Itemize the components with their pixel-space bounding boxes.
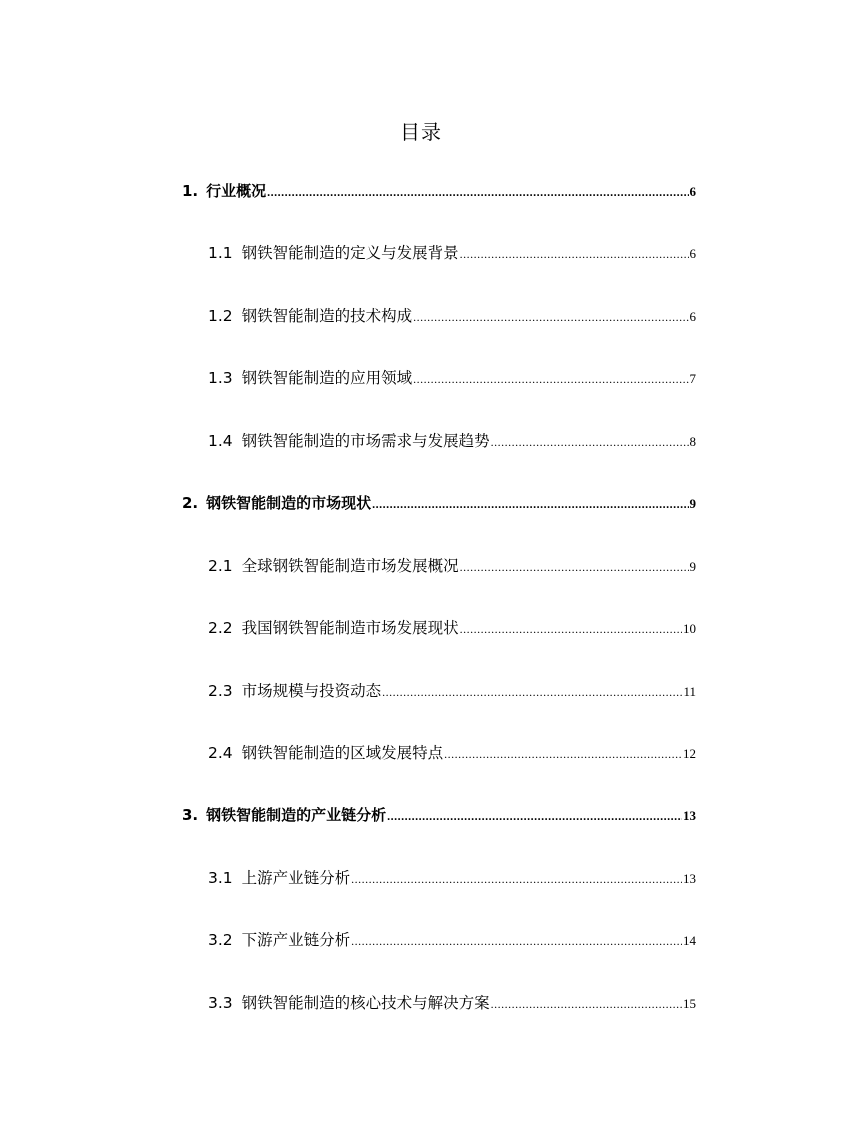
toc-entry-title: 我国钢铁智能制造市场发展现状 xyxy=(241,619,459,637)
toc-entry-number: 2.3 xyxy=(208,682,233,700)
toc-entry[interactable] xyxy=(208,429,696,453)
toc-entry-number: 2.2 xyxy=(208,619,233,637)
toc-entry-title: 钢铁智能制造的市场现状 xyxy=(206,494,372,512)
toc-entry-title: 钢铁智能制造的技术构成 xyxy=(241,307,413,325)
toc-entry-page: 14 xyxy=(683,933,696,948)
toc-dot-leader xyxy=(491,430,689,454)
toc-entry-page: 10 xyxy=(683,621,696,636)
toc-dot-leader xyxy=(387,804,682,828)
toc-entry-title: 上游产业链分析 xyxy=(241,869,351,887)
toc-entry-title: 钢铁智能制造的产业链分析 xyxy=(206,806,387,824)
toc-entry-title: 行业概况 xyxy=(206,182,267,200)
toc-entry-title: 下游产业链分析 xyxy=(241,931,351,949)
toc-entry-title: 钢铁智能制造的定义与发展背景 xyxy=(241,244,459,262)
toc-dot-leader xyxy=(351,929,682,953)
toc-entry-page: 6 xyxy=(689,309,696,324)
toc-dot-leader xyxy=(460,242,689,266)
toc-entry-title: 市场规模与投资动态 xyxy=(241,682,382,700)
toc-entry-page: 9 xyxy=(689,496,696,511)
toc-dot-leader xyxy=(444,742,682,766)
toc-entry-page: 13 xyxy=(683,808,696,823)
toc-entry-number: 3. xyxy=(182,806,199,824)
toc-entry-number: 3.3 xyxy=(208,994,233,1012)
toc-entry-title: 钢铁智能制造的应用领域 xyxy=(241,369,413,387)
toc-entry[interactable] xyxy=(208,616,696,640)
toc-entry[interactable] xyxy=(208,366,696,390)
toc-entry[interactable] xyxy=(208,679,696,703)
toc-entry-number: 1. xyxy=(182,182,199,200)
toc-entry-page: 8 xyxy=(689,434,696,449)
toc-entry-page: 15 xyxy=(683,996,696,1011)
toc-entry[interactable] xyxy=(208,928,696,952)
toc-entry-number: 3.1 xyxy=(208,869,233,887)
toc-dot-leader xyxy=(491,992,682,1016)
toc-entry-title: 钢铁智能制造的区域发展特点 xyxy=(241,744,444,762)
toc-entry-title: 全球钢铁智能制造市场发展概况 xyxy=(241,557,459,575)
toc-entry-number: 2. xyxy=(182,494,199,512)
toc-dot-leader xyxy=(351,867,682,891)
toc-entry-number: 2.1 xyxy=(208,557,233,575)
toc-entry-page: 11 xyxy=(683,684,696,699)
toc-dot-leader xyxy=(382,680,682,704)
toc-entry-number: 1.3 xyxy=(208,369,233,387)
toc-entry[interactable] xyxy=(208,241,696,265)
toc-entry-number: 1.1 xyxy=(208,244,233,262)
toc-entry-page: 12 xyxy=(683,746,696,761)
toc-entry-page: 13 xyxy=(683,871,696,886)
toc-dot-leader xyxy=(460,555,689,579)
toc-entry[interactable] xyxy=(182,803,696,827)
toc-dot-leader xyxy=(460,617,682,641)
toc-entry[interactable] xyxy=(182,491,696,515)
toc-entry-title: 钢铁智能制造的市场需求与发展趋势 xyxy=(241,432,490,450)
page-title: 目录 xyxy=(400,120,442,144)
toc-dot-leader xyxy=(413,305,688,329)
toc-entry[interactable] xyxy=(208,304,696,328)
toc-entry-page: 6 xyxy=(689,184,696,199)
toc-entry-number: 1.2 xyxy=(208,307,233,325)
toc-entry-number: 3.2 xyxy=(208,931,233,949)
toc-entry[interactable] xyxy=(208,741,696,765)
toc-entry-title: 钢铁智能制造的核心技术与解决方案 xyxy=(241,994,490,1012)
toc-entry-page: 6 xyxy=(689,246,696,261)
toc-dot-leader xyxy=(413,367,688,391)
toc-entry-number: 2.4 xyxy=(208,744,233,762)
toc-entry[interactable] xyxy=(208,866,696,890)
toc-entry-page: 9 xyxy=(689,559,696,574)
toc-entry-number: 1.4 xyxy=(208,432,233,450)
toc-dot-leader xyxy=(372,492,688,516)
toc-entry-page: 7 xyxy=(689,371,696,386)
toc-entry[interactable] xyxy=(208,991,696,1015)
toc-dot-leader xyxy=(267,180,688,204)
toc-entry[interactable] xyxy=(182,179,696,203)
toc-entry[interactable] xyxy=(208,554,696,578)
